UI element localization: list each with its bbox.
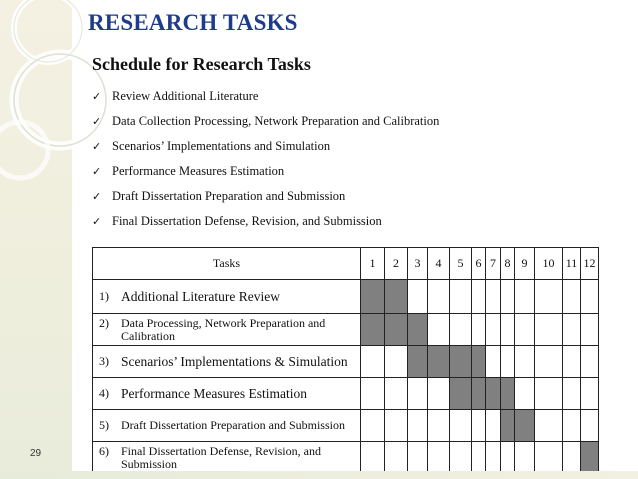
schedule-cell-empty — [535, 314, 563, 346]
table-row — [93, 410, 599, 442]
schedule-cell-empty — [361, 378, 385, 410]
schedule-cell-empty — [472, 314, 486, 346]
schedule-cell-empty — [428, 280, 450, 314]
schedule-cell-empty — [385, 346, 408, 378]
schedule-cell-empty — [535, 442, 563, 474]
schedule-cell-empty — [501, 442, 515, 474]
schedule-cell-empty — [428, 378, 450, 410]
checkmark-icon: ✓ — [92, 115, 102, 128]
schedule-cell-empty — [535, 346, 563, 378]
list-item — [92, 209, 439, 234]
schedule-cell-empty — [581, 280, 599, 314]
schedule-cell-empty — [501, 346, 515, 378]
schedule-cell-empty — [515, 442, 535, 474]
slide-subtitle: Schedule for Research Tasks — [92, 54, 311, 74]
task-label: Data Processing, Network Preparation and Calibration — [121, 315, 326, 343]
schedule-cell-empty — [361, 346, 385, 378]
schedule-cell-empty — [581, 410, 599, 442]
schedule-cell-empty — [535, 280, 563, 314]
schedule-cell-empty — [581, 314, 599, 346]
period-header: 8 — [501, 248, 515, 280]
period-header: 6 — [472, 248, 486, 280]
checkmark-icon: ✓ — [92, 215, 102, 228]
schedule-cell-empty — [428, 410, 450, 442]
task-number: 6) — [99, 443, 109, 458]
schedule-cell-empty — [515, 280, 535, 314]
schedule-cell-empty — [535, 378, 563, 410]
schedule-cell-empty — [450, 280, 472, 314]
schedule-cell-empty — [361, 442, 385, 474]
schedule-cell-empty — [563, 410, 581, 442]
task-cell — [93, 442, 361, 474]
schedule-cell-filled — [408, 314, 428, 346]
schedule-cell-filled — [385, 314, 408, 346]
period-header: 12 — [581, 248, 599, 280]
task-cell — [93, 280, 361, 314]
list-item-label: Scenarios’ Implementations and Simulation — [112, 139, 331, 153]
task-number: 3) — [99, 354, 109, 368]
list-item — [92, 109, 439, 134]
schedule-cell-empty — [563, 378, 581, 410]
period-header: 2 — [385, 248, 408, 280]
schedule-cell-empty — [385, 410, 408, 442]
task-number: 5) — [99, 418, 109, 432]
schedule-cell-empty — [563, 346, 581, 378]
schedule-cell-filled — [385, 280, 408, 314]
schedule-cell-empty — [486, 442, 501, 474]
schedule-cell-empty — [472, 410, 486, 442]
task-number: 1) — [99, 289, 109, 303]
schedule-cell-empty — [581, 378, 599, 410]
schedule-cell-empty — [486, 346, 501, 378]
task-label: Draft Dissertation Preparation and Submission — [121, 418, 345, 432]
schedule-cell-empty — [385, 378, 408, 410]
schedule-cell-filled — [581, 442, 599, 474]
schedule-cell-empty — [408, 280, 428, 314]
schedule-cell-filled — [472, 346, 486, 378]
schedule-cell-empty — [515, 346, 535, 378]
schedule-cell-filled — [515, 410, 535, 442]
period-header: 1 — [361, 248, 385, 280]
schedule-cell-filled — [501, 410, 515, 442]
schedule-cell-empty — [472, 280, 486, 314]
period-header: 3 — [408, 248, 428, 280]
checkmark-icon: ✓ — [92, 190, 102, 203]
schedule-cell-empty — [428, 442, 450, 474]
schedule-cell-empty — [486, 314, 501, 346]
schedule-cell-empty — [408, 410, 428, 442]
schedule-cell-empty — [472, 442, 486, 474]
schedule-cell-empty — [385, 442, 408, 474]
schedule-cell-empty — [581, 346, 599, 378]
period-header: 10 — [535, 248, 563, 280]
schedule-cell-empty — [450, 442, 472, 474]
table-row — [93, 346, 599, 378]
task-cell — [93, 378, 361, 410]
schedule-cell-empty — [450, 314, 472, 346]
bottom-decorative-bar — [0, 471, 638, 479]
schedule-cell-empty — [408, 442, 428, 474]
list-item — [92, 134, 439, 159]
list-item-label: Draft Dissertation Preparation and Submission — [112, 189, 346, 203]
schedule-cell-filled — [361, 314, 385, 346]
checkmark-icon: ✓ — [92, 165, 102, 178]
list-item-label: Performance Measures Estimation — [112, 164, 285, 178]
schedule-cell-empty — [361, 410, 385, 442]
checkmark-icon: ✓ — [92, 90, 102, 103]
schedule-cell-filled — [486, 378, 501, 410]
schedule-cell-filled — [428, 346, 450, 378]
table-header-row — [93, 248, 599, 280]
schedule-cell-filled — [361, 280, 385, 314]
schedule-cell-filled — [450, 346, 472, 378]
task-label: Final Dissertation Defense, Revision, and Submission — [121, 443, 321, 471]
schedule-cell-empty — [563, 314, 581, 346]
schedule-cell-empty — [515, 314, 535, 346]
task-number: 4) — [99, 386, 109, 400]
task-label: Scenarios’ Implementations & Simulation — [121, 354, 348, 369]
schedule-cell-empty — [428, 314, 450, 346]
schedule-cell-filled — [408, 346, 428, 378]
schedule-cell-empty — [486, 280, 501, 314]
tasks-column-header: Tasks — [93, 248, 361, 280]
schedule-table — [92, 247, 599, 474]
period-header: 5 — [450, 248, 472, 280]
schedule-cell-empty — [486, 410, 501, 442]
period-header: 11 — [563, 248, 581, 280]
schedule-cell-filled — [501, 378, 515, 410]
task-cell — [93, 410, 361, 442]
list-item-label: Final Dissertation Defense, Revision, and Submission — [112, 214, 382, 228]
page-number: 29 — [30, 448, 42, 459]
list-item — [92, 84, 439, 109]
schedule-cell-filled — [472, 378, 486, 410]
task-label: Performance Measures Estimation — [121, 386, 307, 401]
schedule-cell-empty — [501, 280, 515, 314]
period-header: 9 — [515, 248, 535, 280]
list-item-label: Data Collection Processing, Network Preparation and Calibration — [112, 114, 440, 128]
table-row — [93, 378, 599, 410]
table-row — [93, 442, 599, 474]
period-header: 7 — [486, 248, 501, 280]
list-item — [92, 159, 439, 184]
checkmark-icon: ✓ — [92, 140, 102, 153]
schedule-table-body — [93, 280, 599, 474]
table-row — [93, 280, 599, 314]
task-number: 2) — [99, 315, 109, 330]
schedule-cell-empty — [450, 410, 472, 442]
left-decorative-band — [0, 0, 72, 479]
task-bullet-list — [92, 84, 439, 234]
schedule-cell-empty — [563, 442, 581, 474]
table-row — [93, 314, 599, 346]
task-label: Additional Literature Review — [121, 289, 280, 304]
schedule-cell-empty — [408, 378, 428, 410]
schedule-cell-filled — [450, 378, 472, 410]
task-cell — [93, 346, 361, 378]
list-item — [92, 184, 439, 209]
schedule-cell-empty — [515, 378, 535, 410]
period-header: 4 — [428, 248, 450, 280]
schedule-cell-empty — [535, 410, 563, 442]
task-cell — [93, 314, 361, 346]
schedule-cell-empty — [501, 314, 515, 346]
list-item-label: Review Additional Literature — [112, 89, 259, 103]
slide-title: RESEARCH TASKS — [88, 10, 298, 35]
schedule-cell-empty — [563, 280, 581, 314]
